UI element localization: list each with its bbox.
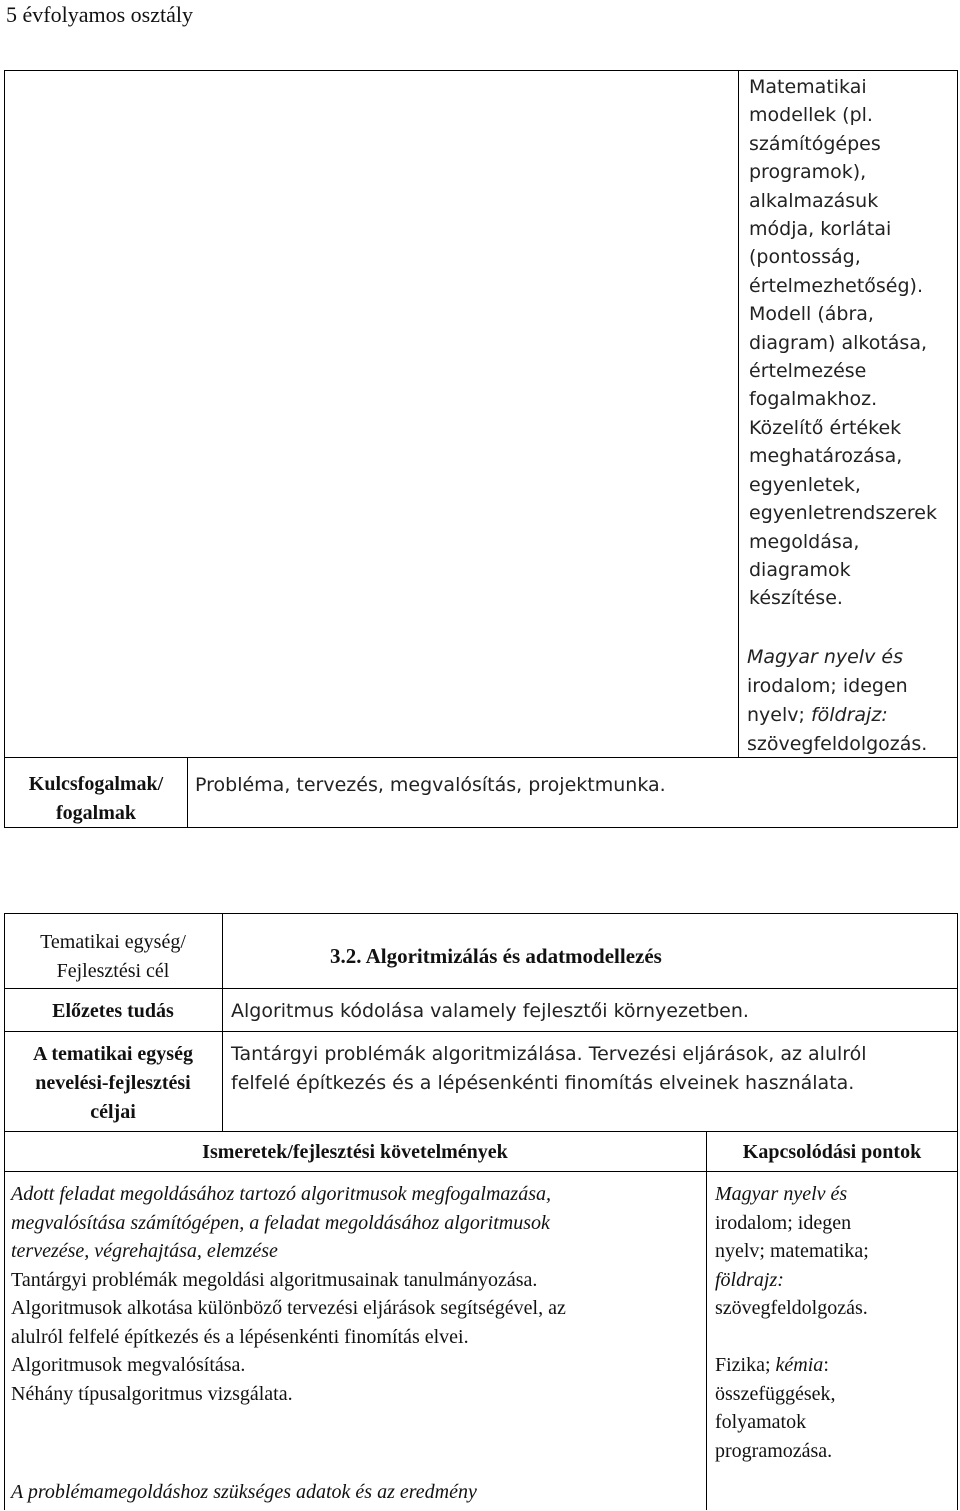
table2-column-divider [706,1131,707,1510]
table2-row-divider [4,1031,958,1032]
requirement-line: Adott feladat megoldásához tartozó algoritmusok megfogalmazása, [11,1183,551,1205]
links-line: földrajz: [715,1268,784,1291]
links-line: szövegfeldolgozás. [747,733,928,755]
requirement-line: Algoritmusok megvalósítása. [11,1354,246,1376]
prior-knowledge-label: Előzetes tudás [52,1000,174,1022]
prior-knowledge-value: Algoritmus kódolása valamely fejlesztői környezetben. [231,1000,749,1022]
table1-left-border [4,70,5,828]
links-line: irodalom; idegen [715,1211,852,1234]
math-models-line: meghatározása, [749,445,903,468]
table1-top-border [4,70,958,71]
links-line-part: nyelv; [747,704,811,726]
key-concepts-label [4,770,188,828]
goals-label-line: céljai [90,1101,136,1123]
math-models-line: módja, korlátai [749,218,892,241]
math-models-line: diagramok [749,558,851,581]
links-line: folyamatok [715,1411,807,1433]
table2-row-divider [4,1171,958,1172]
goals-value [231,1040,867,1098]
table2-links-text [715,1180,869,1465]
requirement-line: alulról felfelé építkezés és a lépésenkénti finomítás elvei. [11,1325,469,1348]
table2-row-divider [4,988,958,989]
math-models-line: számítógépes [749,132,881,155]
math-models-line: Közelítő értékek [749,416,902,439]
table2-top-border [4,913,958,914]
key-concepts-value: Probléma, tervezés, megvalósítás, projektmunka. [195,774,666,796]
links-line-part: kémia [775,1354,824,1376]
requirement-line: Algoritmusok alkotása különböző tervezési eljárások segítségével, az [11,1297,566,1319]
key-concepts-label-line: fogalmak [56,802,136,824]
links-line: irodalom; idegen [747,675,908,697]
requirement-line: tervezése, végrehajtása, elemzése [11,1240,278,1262]
table2-right-border [957,913,958,1510]
links-line: Magyar nyelv és [715,1183,848,1205]
unit-label [4,928,222,986]
math-models-line: programok), [749,161,867,184]
math-models-line: megoldása, [749,530,860,553]
goals-label-line: nevelési-fejlesztési [35,1072,191,1094]
goals-value-line: Tantárgyi problémák algoritmizálása. Tervezési eljárások, az alulról [231,1043,867,1065]
unit-label-line: Fejlesztési cél [56,960,170,982]
unit-label-line: Tematikai egység/ [40,931,186,953]
requirement-line: Néhány típusalgoritmus vizsgálata. [11,1382,293,1405]
links-line [747,701,927,730]
math-models-line: Matematikai [749,76,867,98]
goals-label [4,1040,222,1127]
requirements-text [11,1180,566,1408]
links-column-header: Kapcsolódási pontok [742,1141,922,1163]
math-models-text [749,73,937,613]
table1-links-text [747,643,927,759]
links-line: Magyar nyelv és [747,646,903,668]
requirements-footer: A problémamegoldáshoz szükséges adatok és az eredmény [11,1481,477,1503]
table2-label-divider [222,913,223,1131]
math-models-line: értelmezhetőség). [749,274,923,297]
math-models-line: készítése. [749,587,843,610]
unit-title: 3.2. Algoritmizálás és adatmodellezés [330,944,662,968]
goals-label-line: A tematikai egység [33,1043,193,1065]
links-line-part: földrajz: [810,704,888,726]
math-models-line: (pontosság, [749,246,861,269]
page-header: 5 évfolyamos osztály [6,2,193,27]
math-models-line: modellek (pl. [749,104,873,127]
math-models-line: diagram) alkotása, [749,331,928,354]
goals-value-line: felfelé építkezés és a lépésenkénti finomítás elveinek használata. [231,1072,855,1094]
requirement-line: megvalósítása számítógépen, a feladat megoldásához algoritmusok [11,1211,550,1234]
links-line-part: Fizika; [715,1354,776,1376]
math-models-line: Modell (ábra, [749,303,874,326]
table2-row-divider [4,1131,958,1132]
requirement-line: Tantárgyi problémák megoldási algoritmusainak tanulmányozása. [11,1268,538,1291]
requirements-column-header: Ismeretek/fejlesztési követelmények [202,1141,508,1163]
links-line: szövegfeldolgozás. [715,1297,868,1319]
links-line: programozása. [715,1439,833,1462]
math-models-line: alkalmazásuk [749,189,879,212]
links-line: összefüggések, [715,1382,836,1405]
math-models-line: fogalmakhoz. [749,388,878,411]
math-models-line: egyenletek, [749,473,861,496]
key-concepts-label-line: Kulcsfogalmak/ [28,773,164,795]
math-models-line: egyenletrendszerek [749,502,937,525]
links-line-part: : [823,1354,829,1376]
table1-inner-divider-row1 [738,70,739,758]
links-line: nyelv; matematika; [715,1240,869,1262]
math-models-line: értelmezése [749,360,867,383]
links-spacer [715,1323,869,1352]
links-line [715,1351,869,1380]
table1-right-border [957,70,958,828]
